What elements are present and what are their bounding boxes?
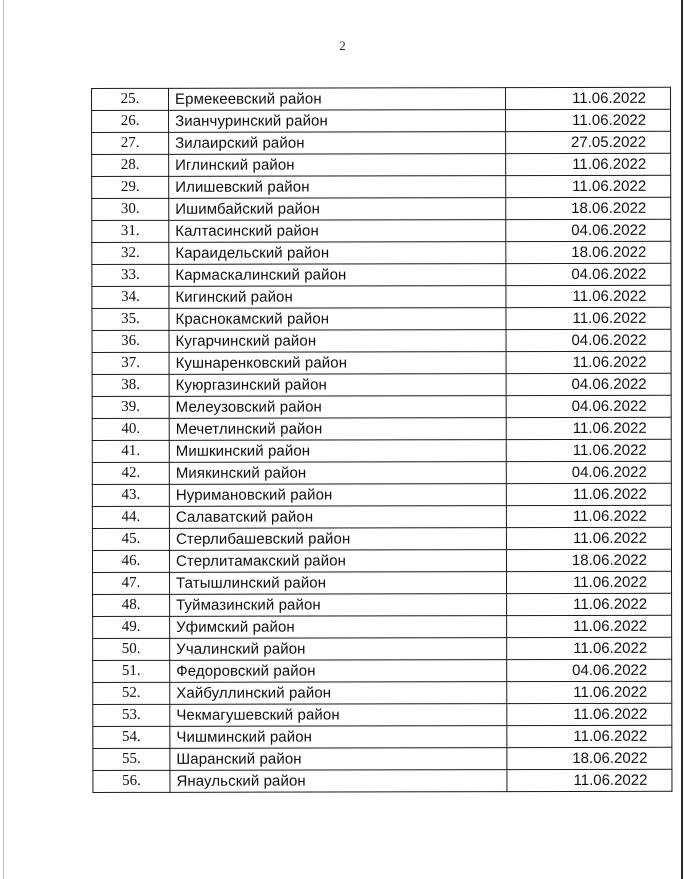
table-row <box>93 615 672 638</box>
event-date: 11.06.2022 <box>506 483 671 505</box>
event-date: 11.06.2022 <box>506 505 671 527</box>
row-number: 41. <box>92 440 169 462</box>
table-row <box>92 505 671 528</box>
event-date: 11.06.2022 <box>507 571 672 593</box>
event-date: 11.06.2022 <box>507 593 672 615</box>
event-date: 18.06.2022 <box>507 747 672 769</box>
event-date: 04.06.2022 <box>506 373 671 395</box>
district-name: Кугарчинский район <box>169 330 506 353</box>
event-date: 11.06.2022 <box>506 175 671 197</box>
row-number: 50. <box>93 638 170 660</box>
event-date: 11.06.2022 <box>506 87 671 109</box>
table-row <box>92 87 671 110</box>
district-name: Краснокамский район <box>169 308 506 331</box>
table-row <box>92 417 671 440</box>
row-number: 26. <box>92 110 169 132</box>
row-number: 39. <box>92 396 169 418</box>
event-date: 11.06.2022 <box>507 637 672 659</box>
district-name: Татышлинский район <box>170 572 507 595</box>
table-row <box>93 769 672 792</box>
event-date: 04.06.2022 <box>506 395 671 417</box>
table-row <box>92 307 671 330</box>
district-name: Стерлибашевский район <box>169 528 506 551</box>
table-row <box>92 483 671 506</box>
district-name: Шаранский район <box>170 748 507 771</box>
row-number: 56. <box>93 770 170 792</box>
district-name: Янаульский район <box>170 770 507 793</box>
table-row <box>93 681 672 704</box>
event-date: 18.06.2022 <box>506 549 671 571</box>
page-edge-right <box>681 0 683 879</box>
event-date: 04.06.2022 <box>506 263 671 285</box>
district-name: Калтасинский район <box>169 220 506 243</box>
district-name: Мечетлинский район <box>169 418 506 441</box>
event-date: 11.06.2022 <box>507 769 672 791</box>
row-number: 32. <box>92 242 169 264</box>
event-date: 04.06.2022 <box>507 659 672 681</box>
table-row <box>92 285 671 308</box>
table-row <box>92 527 671 550</box>
district-name: Ермекеевский район <box>169 88 506 111</box>
table-row <box>92 329 671 352</box>
district-name: Кушнаренковский район <box>169 352 506 375</box>
row-number: 49. <box>93 616 170 638</box>
event-date: 11.06.2022 <box>507 725 672 747</box>
table-row <box>92 197 671 220</box>
row-number: 51. <box>93 660 170 682</box>
district-name: Зилаирский район <box>169 132 506 155</box>
table-row <box>93 637 672 660</box>
row-number: 35. <box>92 308 169 330</box>
page-number: 2 <box>339 38 346 53</box>
table-row <box>92 373 671 396</box>
row-number: 48. <box>93 594 170 616</box>
event-date: 11.06.2022 <box>507 681 672 703</box>
district-name: Куюргазинский район <box>169 374 506 397</box>
district-name: Чишминский район <box>170 726 507 749</box>
row-number: 36. <box>92 330 169 352</box>
event-date: 11.06.2022 <box>506 439 671 461</box>
district-name: Федоровский район <box>170 660 507 683</box>
row-number: 29. <box>92 176 169 198</box>
district-name: Миякинский район <box>169 462 506 485</box>
district-name: Кигинский район <box>169 286 506 309</box>
event-date: 11.06.2022 <box>506 109 671 131</box>
district-name: Учалинский район <box>170 638 507 661</box>
row-number: 47. <box>93 572 170 594</box>
district-name: Караидельский район <box>169 242 506 265</box>
row-number: 45. <box>92 528 169 550</box>
district-name: Иглинский район <box>169 154 506 177</box>
table-row <box>92 439 671 462</box>
district-name: Нуримановский район <box>169 484 506 507</box>
row-number: 53. <box>93 704 170 726</box>
table-row <box>93 659 672 682</box>
district-name: Туймазинский район <box>170 594 507 617</box>
table-row <box>93 571 672 594</box>
row-number: 43. <box>92 484 169 506</box>
event-date: 11.06.2022 <box>507 703 672 725</box>
event-date: 04.06.2022 <box>506 329 671 351</box>
table-row <box>92 153 671 176</box>
district-name: Хайбуллинский район <box>170 682 507 705</box>
row-number: 34. <box>92 286 169 308</box>
table-row <box>92 175 671 198</box>
row-number: 25. <box>92 88 169 110</box>
district-name: Мишкинский район <box>169 440 506 463</box>
row-number: 37. <box>92 352 169 374</box>
district-schedule-table <box>91 87 672 793</box>
event-date: 27.05.2022 <box>506 131 671 153</box>
row-number: 33. <box>92 264 169 286</box>
district-name: Уфимский район <box>170 616 507 639</box>
table-row <box>92 131 671 154</box>
event-date: 04.06.2022 <box>506 219 671 241</box>
row-number: 46. <box>92 550 169 572</box>
row-number: 27. <box>92 132 169 154</box>
row-number: 42. <box>92 462 169 484</box>
row-number: 44. <box>92 506 169 528</box>
district-name: Чекмагушевский район <box>170 704 507 727</box>
table-row <box>92 263 671 286</box>
event-date: 11.06.2022 <box>506 351 671 373</box>
event-date: 18.06.2022 <box>506 197 671 219</box>
table-row <box>93 703 672 726</box>
table-row <box>92 461 671 484</box>
row-number: 52. <box>93 682 170 704</box>
district-name: Салаватский район <box>169 506 506 529</box>
row-number: 40. <box>92 418 169 440</box>
table-row <box>92 219 671 242</box>
event-date: 11.06.2022 <box>506 417 671 439</box>
row-number: 55. <box>93 748 170 770</box>
district-name: Ишимбайский район <box>169 198 506 221</box>
table-row <box>92 549 671 572</box>
event-date: 11.06.2022 <box>507 615 672 637</box>
district-name: Кармаскалинский район <box>169 264 506 287</box>
row-number: 28. <box>92 154 169 176</box>
district-name: Мелеузовский район <box>169 396 506 419</box>
event-date: 18.06.2022 <box>506 241 671 263</box>
table-row <box>92 109 671 132</box>
event-date: 11.06.2022 <box>506 285 671 307</box>
event-date: 11.06.2022 <box>506 307 671 329</box>
table-row <box>92 351 671 374</box>
table-row <box>93 747 672 770</box>
event-date: 11.06.2022 <box>506 527 671 549</box>
schedule-table-body <box>92 87 672 792</box>
table-row <box>92 241 671 264</box>
table-row <box>93 725 672 748</box>
row-number: 31. <box>92 220 169 242</box>
event-date: 11.06.2022 <box>506 153 671 175</box>
district-name: Зианчуринский район <box>169 110 506 133</box>
district-name: Илишевский район <box>169 176 506 199</box>
row-number: 38. <box>92 374 169 396</box>
table-row <box>93 593 672 616</box>
event-date: 04.06.2022 <box>506 461 671 483</box>
row-number: 54. <box>93 726 170 748</box>
district-name: Стерлитамакский район <box>169 550 506 573</box>
page-edge-left <box>3 0 4 879</box>
table-row <box>92 395 671 418</box>
row-number: 30. <box>92 198 169 220</box>
